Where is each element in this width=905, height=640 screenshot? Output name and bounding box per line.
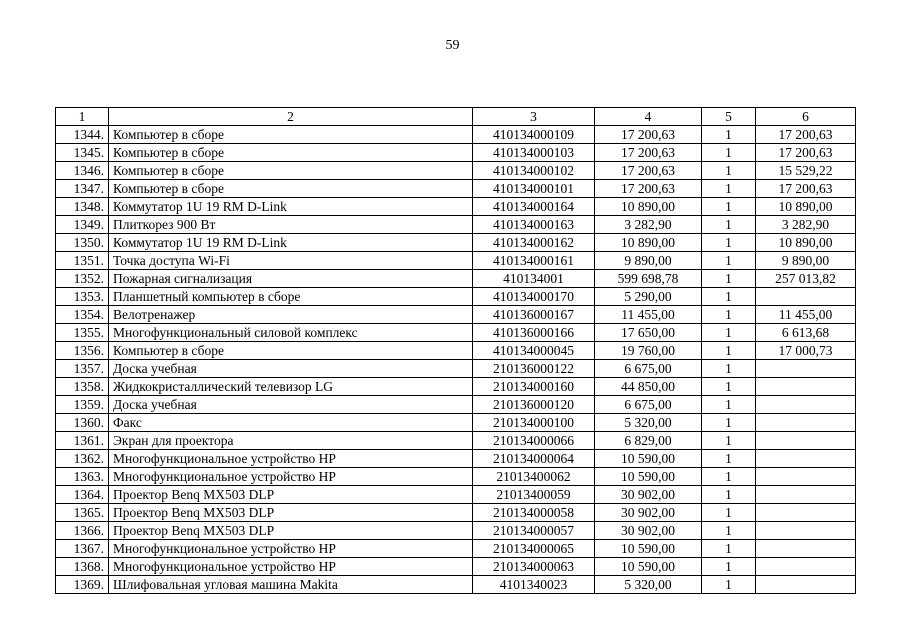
- item-name-cell: Факс: [109, 414, 473, 432]
- inventory-number-cell: 410134000045: [473, 342, 595, 360]
- item-name-cell: Многофункциональное устройство HP: [109, 450, 473, 468]
- unit-cost-cell: 6 829,00: [595, 432, 702, 450]
- unit-cost-cell: 10 590,00: [595, 558, 702, 576]
- table-row: [56, 504, 856, 522]
- unit-cost-cell: 10 890,00: [595, 198, 702, 216]
- quantity-cell: 1: [702, 486, 756, 504]
- item-name-cell: Планшетный компьютер в сборе: [109, 288, 473, 306]
- header-col-1: 1: [56, 108, 109, 126]
- quantity-cell: 1: [702, 558, 756, 576]
- inventory-number-cell: 410134000161: [473, 252, 595, 270]
- residual-value-cell: [756, 432, 856, 450]
- quantity-cell: 1: [702, 306, 756, 324]
- item-name-cell: Шлифовальная угловая машина Makita: [109, 576, 473, 594]
- residual-value-cell: [756, 288, 856, 306]
- table-row: [56, 486, 856, 504]
- quantity-cell: 1: [702, 450, 756, 468]
- inventory-number-cell: 210134000057: [473, 522, 595, 540]
- row-number-cell: 1355.: [56, 324, 109, 342]
- item-name-cell: Плиткорез 900 Вт: [109, 216, 473, 234]
- table-row: [56, 216, 856, 234]
- item-name-cell: Пожарная сигнализация: [109, 270, 473, 288]
- inventory-number-cell: 210136000122: [473, 360, 595, 378]
- item-name-cell: Многофункциональное устройство HP: [109, 468, 473, 486]
- row-number-cell: 1346.: [56, 162, 109, 180]
- inventory-number-cell: 410136000166: [473, 324, 595, 342]
- quantity-cell: 1: [702, 540, 756, 558]
- table-row: [56, 324, 856, 342]
- header-col-3: 3: [473, 108, 595, 126]
- residual-value-cell: 17 200,63: [756, 144, 856, 162]
- residual-value-cell: [756, 468, 856, 486]
- unit-cost-cell: 19 760,00: [595, 342, 702, 360]
- table-header-row: [56, 108, 856, 126]
- unit-cost-cell: 44 850,00: [595, 378, 702, 396]
- residual-value-cell: 10 890,00: [756, 198, 856, 216]
- inventory-table-body: [56, 108, 856, 594]
- inventory-number-cell: 21013400059: [473, 486, 595, 504]
- unit-cost-cell: 6 675,00: [595, 360, 702, 378]
- quantity-cell: 1: [702, 378, 756, 396]
- table-row: [56, 378, 856, 396]
- inventory-number-cell: 410134000109: [473, 126, 595, 144]
- unit-cost-cell: 30 902,00: [595, 486, 702, 504]
- residual-value-cell: [756, 522, 856, 540]
- row-number-cell: 1344.: [56, 126, 109, 144]
- unit-cost-cell: 30 902,00: [595, 504, 702, 522]
- quantity-cell: 1: [702, 288, 756, 306]
- row-number-cell: 1351.: [56, 252, 109, 270]
- residual-value-cell: 17 200,63: [756, 126, 856, 144]
- quantity-cell: 1: [702, 324, 756, 342]
- table-row: [56, 414, 856, 432]
- residual-value-cell: 257 013,82: [756, 270, 856, 288]
- quantity-cell: 1: [702, 396, 756, 414]
- row-number-cell: 1366.: [56, 522, 109, 540]
- residual-value-cell: 10 890,00: [756, 234, 856, 252]
- quantity-cell: 1: [702, 414, 756, 432]
- unit-cost-cell: 599 698,78: [595, 270, 702, 288]
- row-number-cell: 1363.: [56, 468, 109, 486]
- quantity-cell: 1: [702, 342, 756, 360]
- row-number-cell: 1349.: [56, 216, 109, 234]
- quantity-cell: 1: [702, 360, 756, 378]
- quantity-cell: 1: [702, 576, 756, 594]
- inventory-number-cell: 210134000063: [473, 558, 595, 576]
- quantity-cell: 1: [702, 522, 756, 540]
- table-row: [56, 288, 856, 306]
- unit-cost-cell: 5 290,00: [595, 288, 702, 306]
- quantity-cell: 1: [702, 270, 756, 288]
- quantity-cell: 1: [702, 468, 756, 486]
- residual-value-cell: 15 529,22: [756, 162, 856, 180]
- item-name-cell: Велотренажер: [109, 306, 473, 324]
- item-name-cell: Коммутатор 1U 19 RM D-Link: [109, 234, 473, 252]
- unit-cost-cell: 11 455,00: [595, 306, 702, 324]
- quantity-cell: 1: [702, 432, 756, 450]
- header-col-6: 6: [756, 108, 856, 126]
- unit-cost-cell: 5 320,00: [595, 414, 702, 432]
- table-row: [56, 162, 856, 180]
- inventory-number-cell: 210136000120: [473, 396, 595, 414]
- item-name-cell: Проектор Benq MX503 DLP: [109, 504, 473, 522]
- inventory-number-cell: 410134000163: [473, 216, 595, 234]
- unit-cost-cell: 10 590,00: [595, 450, 702, 468]
- item-name-cell: Многофункциональное устройство HP: [109, 540, 473, 558]
- unit-cost-cell: 17 650,00: [595, 324, 702, 342]
- row-number-cell: 1356.: [56, 342, 109, 360]
- row-number-cell: 1359.: [56, 396, 109, 414]
- inventory-number-cell: 210134000066: [473, 432, 595, 450]
- table-row: [56, 252, 856, 270]
- header-col-5: 5: [702, 108, 756, 126]
- row-number-cell: 1361.: [56, 432, 109, 450]
- inventory-number-cell: 210134000100: [473, 414, 595, 432]
- inventory-number-cell: 210134000160: [473, 378, 595, 396]
- row-number-cell: 1358.: [56, 378, 109, 396]
- unit-cost-cell: 17 200,63: [595, 126, 702, 144]
- row-number-cell: 1360.: [56, 414, 109, 432]
- inventory-number-cell: 410134000170: [473, 288, 595, 306]
- residual-value-cell: [756, 540, 856, 558]
- residual-value-cell: 17 200,63: [756, 180, 856, 198]
- row-number-cell: 1369.: [56, 576, 109, 594]
- residual-value-cell: [756, 450, 856, 468]
- inventory-number-cell: 210134000064: [473, 450, 595, 468]
- unit-cost-cell: 17 200,63: [595, 144, 702, 162]
- residual-value-cell: 6 613,68: [756, 324, 856, 342]
- table-row: [56, 450, 856, 468]
- unit-cost-cell: 17 200,63: [595, 162, 702, 180]
- unit-cost-cell: 10 890,00: [595, 234, 702, 252]
- row-number-cell: 1362.: [56, 450, 109, 468]
- item-name-cell: Многофункциональный силовой комплекс: [109, 324, 473, 342]
- table-row: [56, 234, 856, 252]
- residual-value-cell: 11 455,00: [756, 306, 856, 324]
- table-row: [56, 558, 856, 576]
- row-number-cell: 1364.: [56, 486, 109, 504]
- quantity-cell: 1: [702, 252, 756, 270]
- unit-cost-cell: 6 675,00: [595, 396, 702, 414]
- quantity-cell: 1: [702, 216, 756, 234]
- table-row: [56, 468, 856, 486]
- inventory-number-cell: 410134001: [473, 270, 595, 288]
- table-row: [56, 180, 856, 198]
- item-name-cell: Многофункциональное устройство HP: [109, 558, 473, 576]
- unit-cost-cell: 30 902,00: [595, 522, 702, 540]
- row-number-cell: 1365.: [56, 504, 109, 522]
- table-row: [56, 360, 856, 378]
- row-number-cell: 1354.: [56, 306, 109, 324]
- item-name-cell: Коммутатор 1U 19 RM D-Link: [109, 198, 473, 216]
- table-row: [56, 126, 856, 144]
- row-number-cell: 1368.: [56, 558, 109, 576]
- unit-cost-cell: 3 282,90: [595, 216, 702, 234]
- unit-cost-cell: 10 590,00: [595, 540, 702, 558]
- table-row: [56, 144, 856, 162]
- item-name-cell: Компьютер в сборе: [109, 180, 473, 198]
- header-col-2: 2: [109, 108, 473, 126]
- row-number-cell: 1353.: [56, 288, 109, 306]
- quantity-cell: 1: [702, 504, 756, 522]
- unit-cost-cell: 9 890,00: [595, 252, 702, 270]
- unit-cost-cell: 5 320,00: [595, 576, 702, 594]
- item-name-cell: Компьютер в сборе: [109, 342, 473, 360]
- inventory-number-cell: 410134000164: [473, 198, 595, 216]
- item-name-cell: Экран для проектора: [109, 432, 473, 450]
- item-name-cell: Компьютер в сборе: [109, 126, 473, 144]
- inventory-number-cell: 21013400062: [473, 468, 595, 486]
- item-name-cell: Доска учебная: [109, 360, 473, 378]
- quantity-cell: 1: [702, 144, 756, 162]
- table-row: [56, 306, 856, 324]
- unit-cost-cell: 10 590,00: [595, 468, 702, 486]
- inventory-number-cell: 410134000102: [473, 162, 595, 180]
- residual-value-cell: [756, 504, 856, 522]
- inventory-number-cell: 4101340023: [473, 576, 595, 594]
- row-number-cell: 1345.: [56, 144, 109, 162]
- table-row: [56, 540, 856, 558]
- quantity-cell: 1: [702, 198, 756, 216]
- unit-cost-cell: 17 200,63: [595, 180, 702, 198]
- inventory-number-cell: 410134000162: [473, 234, 595, 252]
- row-number-cell: 1348.: [56, 198, 109, 216]
- item-name-cell: Жидкокристаллический телевизор LG: [109, 378, 473, 396]
- quantity-cell: 1: [702, 162, 756, 180]
- table-row: [56, 576, 856, 594]
- residual-value-cell: [756, 414, 856, 432]
- table-row: [56, 198, 856, 216]
- residual-value-cell: [756, 396, 856, 414]
- table-row: [56, 396, 856, 414]
- table-row: [56, 432, 856, 450]
- row-number-cell: 1357.: [56, 360, 109, 378]
- quantity-cell: 1: [702, 234, 756, 252]
- quantity-cell: 1: [702, 126, 756, 144]
- quantity-cell: 1: [702, 180, 756, 198]
- residual-value-cell: [756, 576, 856, 594]
- item-name-cell: Компьютер в сборе: [109, 162, 473, 180]
- item-name-cell: Проектор Benq MX503 DLP: [109, 522, 473, 540]
- inventory-number-cell: 210134000058: [473, 504, 595, 522]
- inventory-number-cell: 410136000167: [473, 306, 595, 324]
- page-number: 59: [445, 38, 460, 53]
- inventory-number-cell: 410134000101: [473, 180, 595, 198]
- residual-value-cell: [756, 558, 856, 576]
- residual-value-cell: [756, 486, 856, 504]
- residual-value-cell: 17 000,73: [756, 342, 856, 360]
- item-name-cell: Проектор Benq MX503 DLP: [109, 486, 473, 504]
- residual-value-cell: [756, 378, 856, 396]
- residual-value-cell: 9 890,00: [756, 252, 856, 270]
- row-number-cell: 1350.: [56, 234, 109, 252]
- residual-value-cell: 3 282,90: [756, 216, 856, 234]
- item-name-cell: Доска учебная: [109, 396, 473, 414]
- item-name-cell: Точка доступа Wi-Fi: [109, 252, 473, 270]
- row-number-cell: 1352.: [56, 270, 109, 288]
- row-number-cell: 1347.: [56, 180, 109, 198]
- residual-value-cell: [756, 360, 856, 378]
- inventory-number-cell: 410134000103: [473, 144, 595, 162]
- inventory-number-cell: 210134000065: [473, 540, 595, 558]
- row-number-cell: 1367.: [56, 540, 109, 558]
- table-row: [56, 522, 856, 540]
- inventory-table: [55, 107, 856, 594]
- table-row: [56, 342, 856, 360]
- header-col-4: 4: [595, 108, 702, 126]
- item-name-cell: Компьютер в сборе: [109, 144, 473, 162]
- table-row: [56, 270, 856, 288]
